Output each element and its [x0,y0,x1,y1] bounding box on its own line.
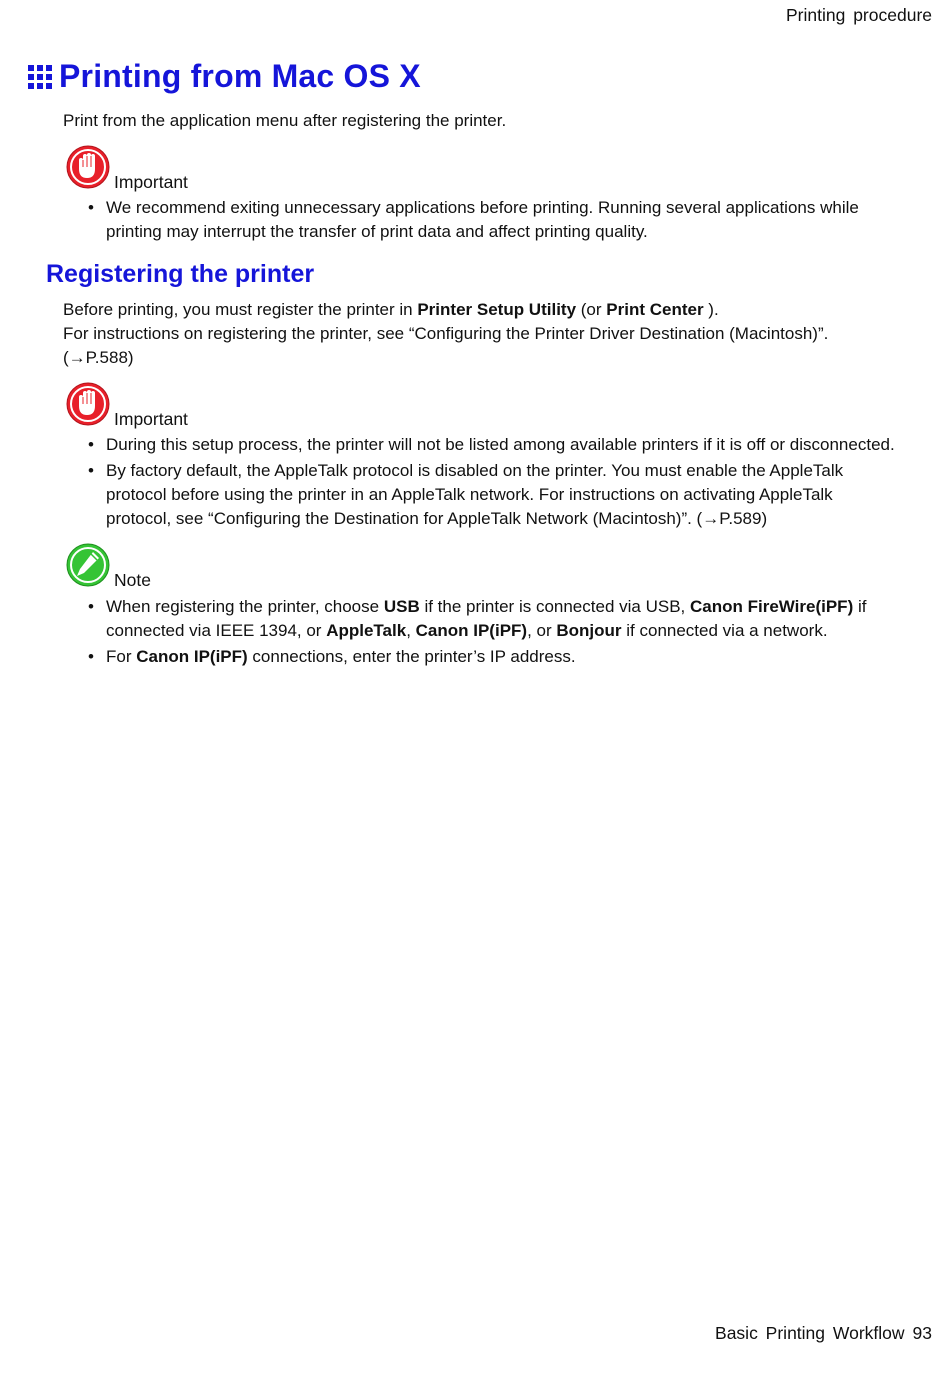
list-item: • We recommend exiting unnecessary applications before printing. Running several applications while printing may interrupt the transfer of print data and affect printing quality. [88,196,898,244]
note-label: Note [114,570,151,590]
important-label: Important [114,172,188,192]
note-callout [66,543,151,590]
list-item: • During this setup process, the printer will not be listed among available printers if it is off or disconnected. [88,433,898,457]
important-list [88,196,898,246]
note-list [88,595,898,671]
important-list [88,433,898,533]
list-item: • When registering the printer, choose USB if the printer is connected via USB, Canon FireWire(iPF) if connected via IEEE 1394, or AppleTalk, Canon IP(iPF), or Bonjour if connected via a network. [88,595,898,643]
stop-hand-icon [66,382,110,426]
register-text-line2: For instructions on registering the printer, see “Configuring the Printer Driver Destination (Macintosh)”. [63,324,829,343]
list-item: • By factory default, the AppleTalk protocol is disabled on the printer. You must enable the AppleTalk protocol before using the printer in an AppleTalk network. For instructions on activating AppleTalk protocol, see “Configuring the Destination for AppleTalk Network (Macintosh)”. (→P.589) [88,459,898,531]
page-title [28,58,421,95]
section-heading: Registering the printer [46,260,315,288]
chapter-name: Basic Printing Workflow [715,1323,905,1343]
page-title-text: Printing from Mac OS X [59,58,421,94]
intro-text: Print from the application menu after registering the printer. [63,111,507,130]
important-callout [66,382,188,429]
page-reference[interactable]: (→P.588) [63,348,134,367]
register-text-line1: Before printing, you must register the printer in Printer Setup Utility (or Print Center ). [63,300,719,319]
list-item: • For Canon IP(iPF) connections, enter the printer’s IP address. [88,645,898,669]
grid-icon [28,65,54,91]
stop-hand-icon [66,145,110,189]
running-footer [715,1323,932,1344]
page-number: 93 [912,1323,932,1343]
running-header: Printing procedure [786,5,932,25]
important-callout [66,145,188,192]
important-label: Important [114,409,188,429]
pencil-icon [66,543,110,587]
